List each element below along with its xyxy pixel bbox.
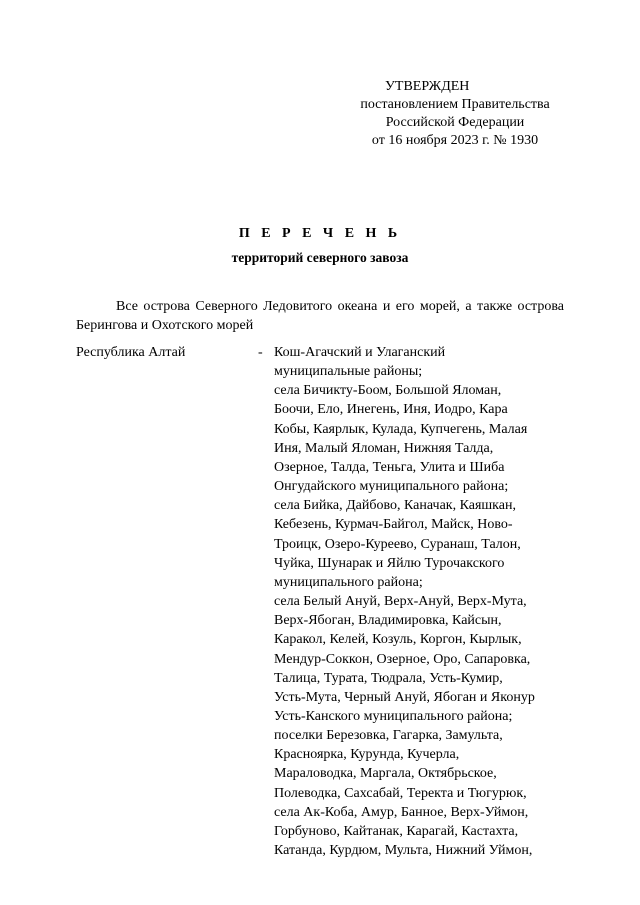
territory-line: Иня, Малый Яломан, Нижняя Талда, [274, 440, 494, 456]
approval-block [330, 78, 580, 150]
territory-line: Троицк, Озеро-Куреево, Суранаш, Талон, [274, 536, 521, 552]
territory-line: муниципальные районы; [274, 364, 423, 380]
territory-line: Мараловодка, Маргала, Октябрьское, [274, 766, 497, 782]
intro-paragraph: Все острова Северного Ледовитого океана и его морей, а также острова Берингова и Охотского морей [76, 299, 564, 333]
region-dash: - [258, 345, 263, 360]
territory-line: Онгудайского муниципального района; [274, 479, 509, 495]
territory-line: Кебезень, Курмач-Байгол, Майск, Ново- [274, 517, 513, 533]
territory-line: Мендур-Соккон, Озерное, Оро, Сапаровка, [274, 651, 531, 667]
territory-line: села Белый Ануй, Верх-Ануй, Верх-Мута, [274, 594, 527, 610]
document-title: П Е Р Е Ч Е Н Ь [238, 226, 402, 241]
territory-line: Верх-Ябоган, Владимировка, Кайсын, [274, 613, 502, 629]
approval-line-2: постановлением Правительства [360, 97, 550, 112]
approval-date: от 16 ноября 2023 г. № 1930 [371, 133, 539, 148]
territory-line: Горбуново, Кайтанак, Карагай, Кастахта, [274, 823, 519, 839]
territory-line: Усть-Мута, Черный Ануй, Ябоган и Яконур [274, 689, 535, 705]
territory-line: села Бичикту-Боом, Большой Яломан, [274, 383, 502, 399]
territory-line: Красноярка, Курунда, Кучерла, [274, 747, 460, 763]
territory-line: Боочи, Ело, Инегень, Иня, Иодро, Кара [274, 402, 508, 418]
territory-line: муниципального района; [274, 574, 423, 590]
territory-line: Усть-Канского муниципального района; [274, 708, 513, 724]
territory-line: Кобы, Каярлык, Кулада, Купчегень, Малая [274, 421, 528, 437]
territory-line: Каракол, Келей, Козуль, Коргон, Кырлык, [274, 632, 522, 648]
approval-line-3: Российской Федерации [385, 115, 525, 130]
region-territory-list [274, 343, 564, 860]
approval-status: УТВЕРЖДЕН [385, 79, 470, 94]
territory-line: села Бийка, Дайбово, Каначак, Каяшкан, [274, 498, 516, 514]
territory-line: Озерное, Талда, Теньга, Улита и Шиба [274, 459, 505, 475]
document-subtitle: территорий северного завоза [231, 250, 409, 265]
territory-line: Чуйка, Шунарак и Яйлю Турочакского [274, 555, 505, 571]
territory-line: Кош-Агачский и Улаганский [274, 345, 446, 360]
territory-line: села Ак-Коба, Амур, Банное, Верх-Уймон, [274, 804, 529, 820]
territory-line: поселки Березовка, Гагарка, Замульта, [274, 728, 503, 744]
region-name: Республика Алтай [76, 345, 186, 360]
territory-line: Талица, Турата, Тюдрала, Усть-Кумир, [274, 670, 503, 686]
territory-line: Катанда, Курдюм, Мульта, Нижний Уймон, [274, 843, 533, 859]
territory-line: Полеводка, Сахсабай, Теректа и Тюгурюк, [274, 785, 527, 801]
